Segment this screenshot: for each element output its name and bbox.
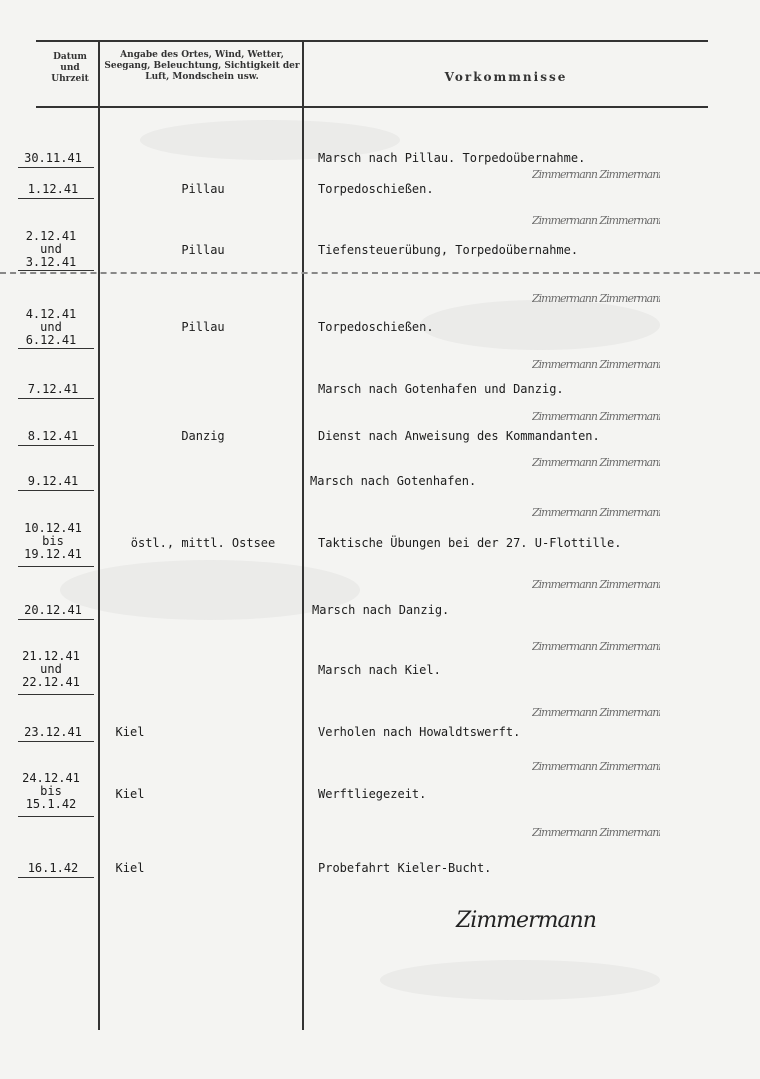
header-bottom-rule xyxy=(36,106,708,108)
entry-event: Verholen nach Howaldtswerft. xyxy=(318,725,521,739)
entry-date: 30.11.41 xyxy=(24,151,82,165)
table-top-rule xyxy=(36,40,708,42)
initials-mark xyxy=(532,456,660,468)
commander-signature: Zimmermann xyxy=(456,908,596,933)
date-underline xyxy=(18,348,94,349)
entry-event: Marsch nach Danzig. xyxy=(312,603,450,617)
date-underline xyxy=(18,445,94,446)
entry-place: Kiel xyxy=(115,787,145,801)
entry-event: Marsch nach Gotenhafen. xyxy=(310,474,477,488)
entry-date: 16.1.42 xyxy=(27,861,79,875)
entry-date: 23.12.41 xyxy=(24,725,82,739)
date-underline xyxy=(18,741,94,742)
initials-mark xyxy=(532,358,660,370)
entry-date: 21.12.41 und 22.12.41 xyxy=(22,649,80,689)
entry-event: Werftliegezeit. xyxy=(318,787,427,801)
date-underline xyxy=(18,877,94,878)
entry-place: Kiel xyxy=(115,725,145,739)
initials-mark xyxy=(532,706,660,718)
entry-event: Dienst nach Anweisung des Kommandanten. xyxy=(318,429,600,443)
initials-mark xyxy=(532,410,660,422)
date-underline xyxy=(18,398,94,399)
entry-place: Kiel xyxy=(115,861,145,875)
entry-event: Torpedoschießen. xyxy=(318,182,434,196)
entry-event: Torpedoschießen. xyxy=(318,320,434,334)
initials-mark xyxy=(532,214,660,226)
entry-date: 20.12.41 xyxy=(24,603,82,617)
entry-date: 24.12.41 bis 15.1.42 xyxy=(22,771,80,811)
entry-event: Marsch nach Pillau. Torpedoübernahme. xyxy=(318,151,586,165)
entry-date: 7.12.41 xyxy=(27,382,79,396)
date-underline xyxy=(18,270,94,271)
date-underline xyxy=(18,694,94,695)
entry-date: 9.12.41 xyxy=(27,474,79,488)
entry-place: Pillau xyxy=(181,320,225,334)
entry-event: Marsch nach Kiel. xyxy=(318,663,441,677)
entry-place: östl., mittl. Ostsee xyxy=(130,536,276,550)
entry-date: 10.12.41 bis 19.12.41 xyxy=(24,521,82,561)
initials-mark xyxy=(532,168,660,180)
initials-mark xyxy=(532,292,660,304)
entry-place: Pillau xyxy=(181,182,225,196)
initials-mark xyxy=(532,640,660,652)
date-underline xyxy=(18,566,94,567)
header-place: Angabe des Ortes, Wind, Wetter, Seegang, Beleuchtung, Sichtigkeit der Luft, Mondschein usw. xyxy=(104,50,300,82)
entry-place: Danzig xyxy=(181,429,225,443)
initials-mark xyxy=(532,826,660,838)
entry-date: 8.12.41 xyxy=(27,429,79,443)
date-underline xyxy=(18,816,94,817)
date-underline xyxy=(18,490,94,491)
date-underline xyxy=(18,167,94,168)
initials-mark xyxy=(532,578,660,590)
entry-event: Tiefensteuerübung, Torpedoübernahme. xyxy=(318,243,579,257)
header-events: Vorkommnisse xyxy=(444,70,568,84)
entry-event: Marsch nach Gotenhafen und Danzig. xyxy=(318,382,564,396)
date-underline xyxy=(18,619,94,620)
column-divider xyxy=(302,40,304,1030)
entry-place: Pillau xyxy=(181,243,225,257)
entry-date: 2.12.41 und 3.12.41 xyxy=(25,229,77,269)
initials-mark xyxy=(532,506,660,518)
date-underline xyxy=(18,198,94,199)
initials-mark xyxy=(532,760,660,772)
entry-date: 1.12.41 xyxy=(27,182,79,196)
entry-date: 4.12.41 und 6.12.41 xyxy=(25,307,77,347)
fold-line xyxy=(0,272,760,274)
entry-event: Taktische Übungen bei der 27. U-Flottille. xyxy=(318,536,622,550)
header-date: Datum und Uhrzeit xyxy=(51,52,89,84)
entry-event: Probefahrt Kieler-Bucht. xyxy=(318,861,492,875)
paper-stain xyxy=(380,960,660,1000)
paper-stain xyxy=(420,300,660,350)
column-divider xyxy=(98,40,100,1030)
